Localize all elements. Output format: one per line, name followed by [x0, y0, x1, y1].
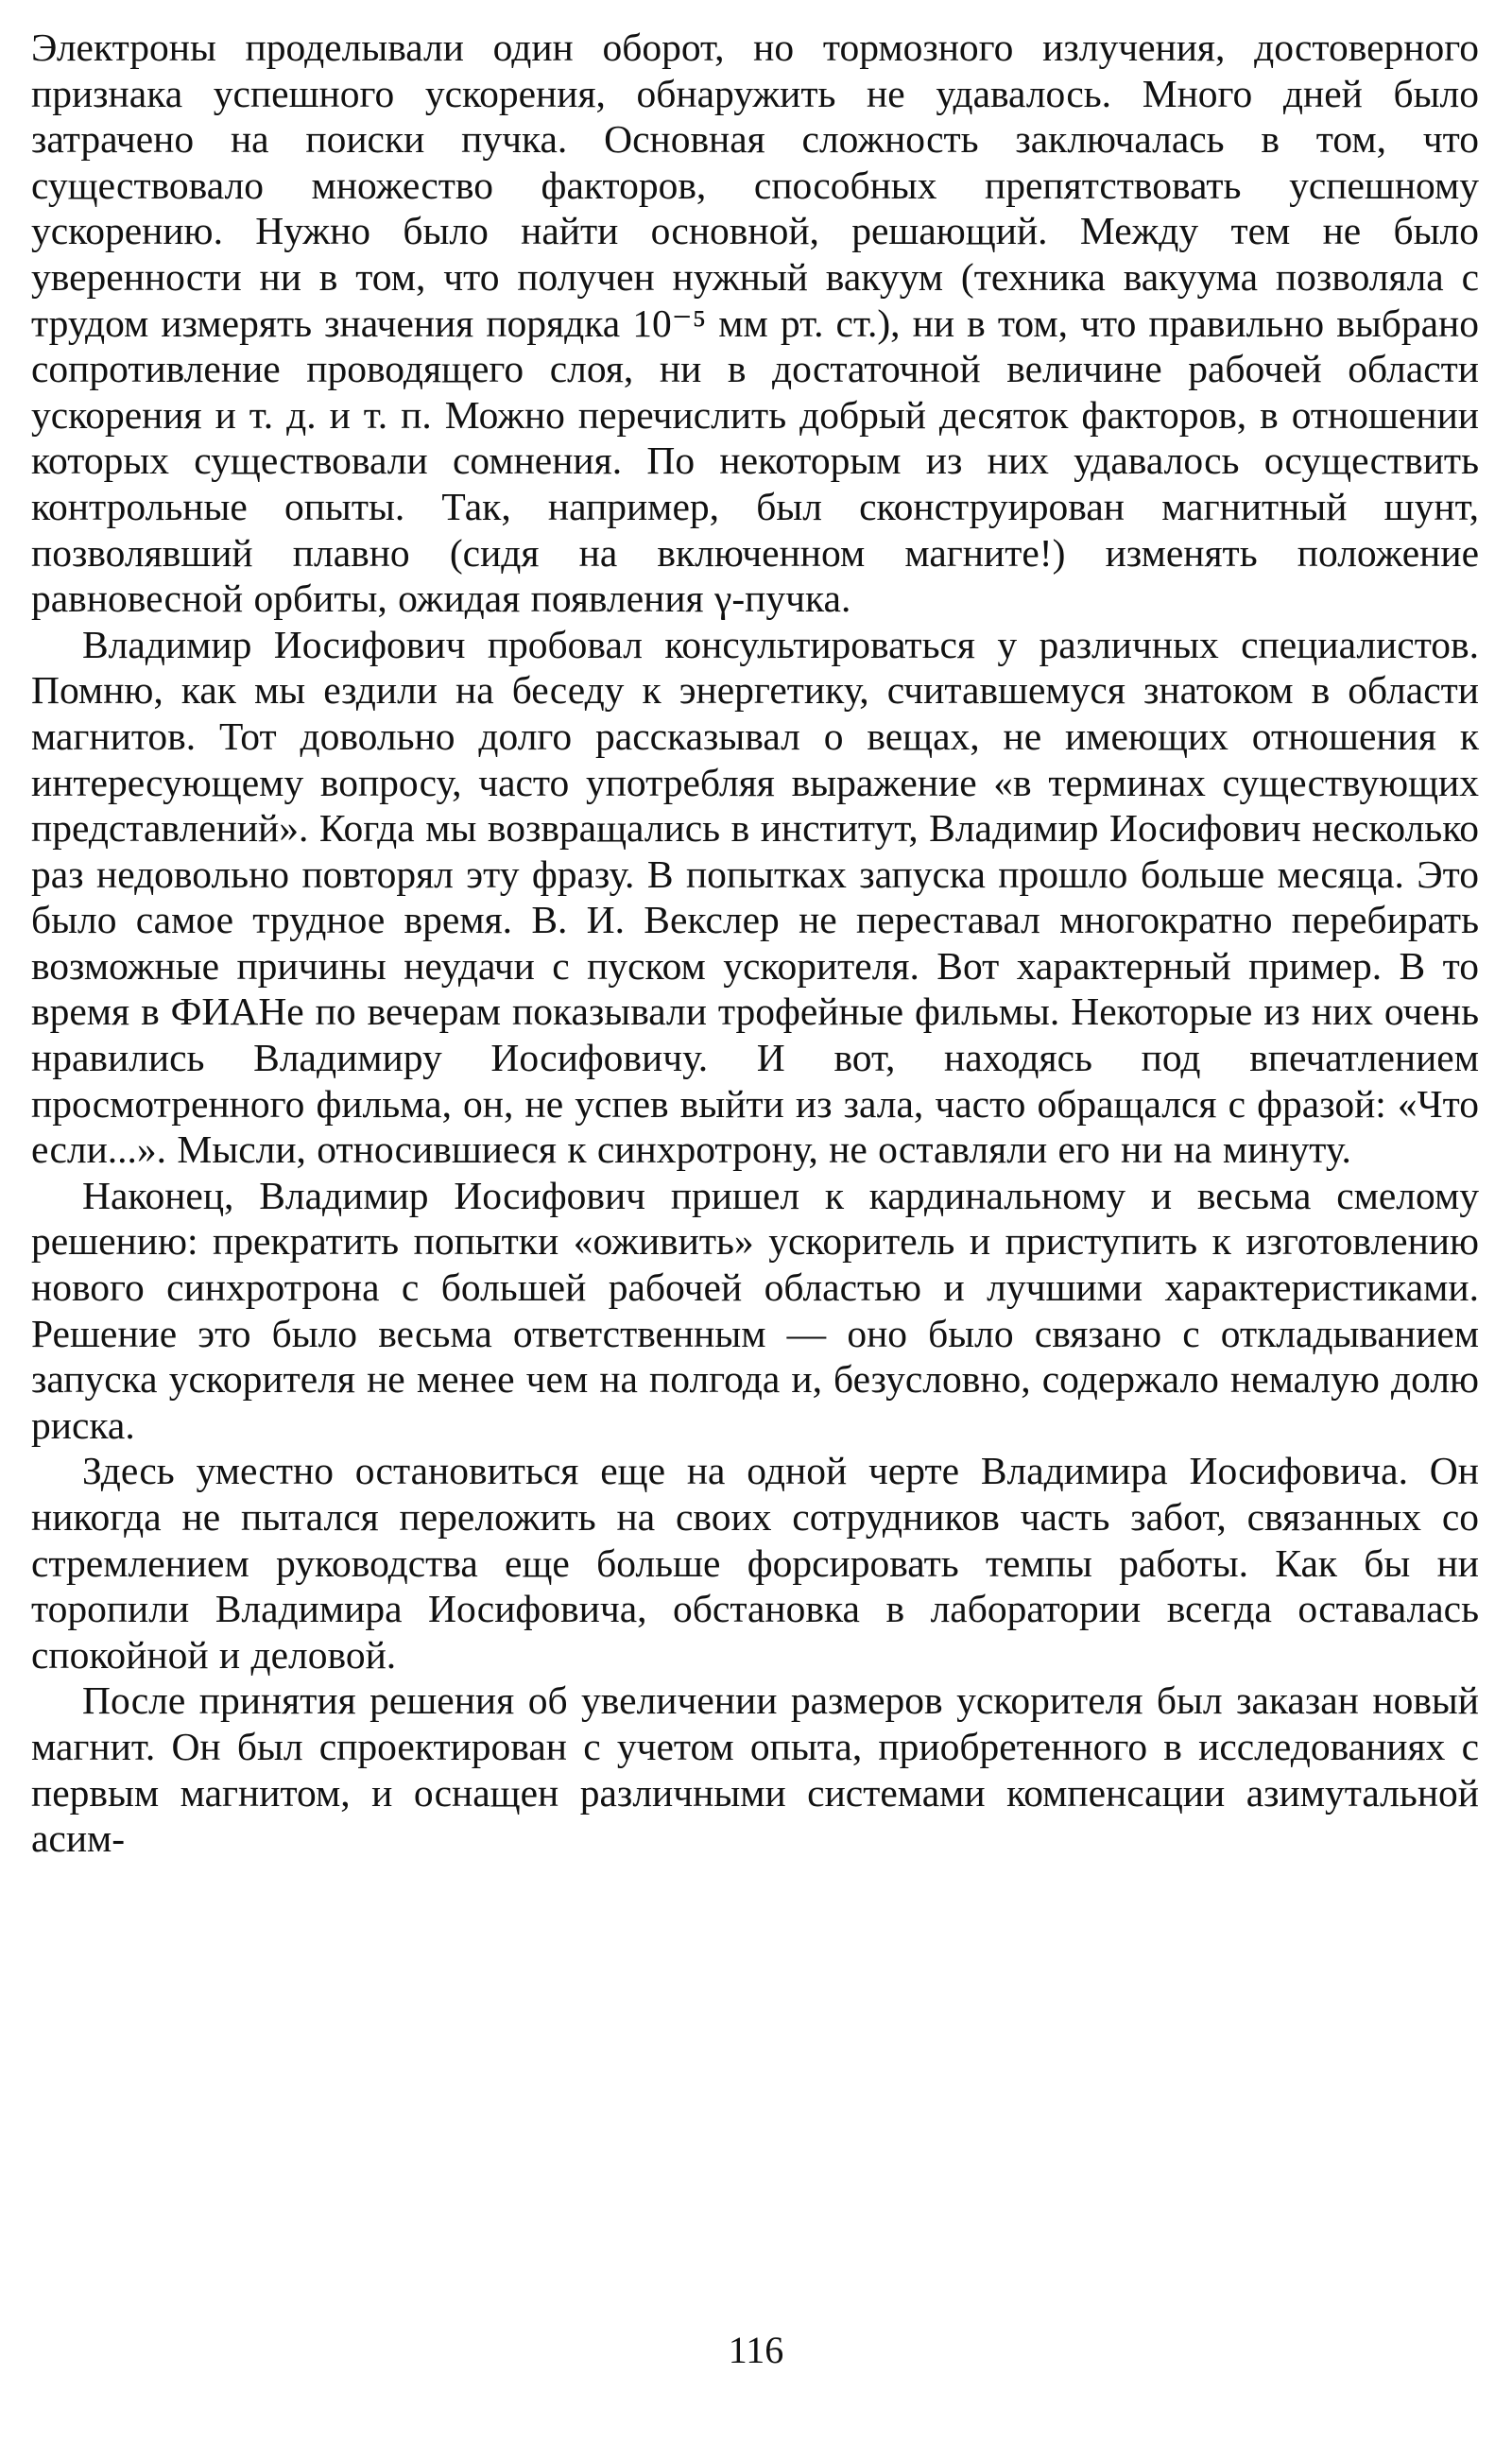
paragraph-5: После принятия решения об увеличении размеров ускорителя был заказан новый магнит. Он был спроектирован с учетом опыта, приобретенного в исследованиях с первым магнитом, и оснащен различными системами компенсации азимутальной асим- [31, 1678, 1479, 1861]
paragraph-1: Электроны проделывали один оборот, но тормозного излучения, достоверного признака успешного ускорения, обнаружить не удавалось. Много дней было затрачено на поиски пучка. Основная сложность заключалась в том, что существовало множество факторов, способных препятствовать успешному ускорению. Нужно было найти основной, решающий. Между тем не было уверенности ни в том, что получен нужный вакуум (техника вакуума позволяла с трудом измерять значения порядка 10⁻⁵ мм рт. ст.), ни в том, что правильно выбрано сопротивление проводящего слоя, ни в достаточной величине рабочей области ускорения и т. д. и т. п. Можно перечислить добрый десяток факторов, в отношении которых существовали сомнения. По некоторым из них удавалось осуществить контрольные опыты. Так, например, был сконструирован магнитный шунт, позволявший плавно (сидя на включенном магните!) изменять положение равновесной орбиты, ожидая появления γ-пучка. [31, 26, 1479, 621]
page-body [31, 25, 1479, 1862]
paragraph-3: Наконец, Владимир Иосифович пришел к кардинальному и весьма смелому решению: прекратить попытки «оживить» ускоритель и приступить к изготовлению нового синхротрона с большей рабочей областью и лучшими характеристиками. Решение это было весьма ответственным — оно было связано с откладыванием запуска ускорителя не менее чем на полгода и, безусловно, содержало немалую долю риска. [31, 1173, 1479, 1447]
paragraph-4: Здесь уместно остановиться еще на одной черте Владимира Иосифовича. Он никогда не пытался переложить на своих сотрудников часть забот, связанных со стремлением руководства еще больше форсировать темпы работы. Как бы ни торопили Владимира Иосифовича, обстановка в лаборатории всегда оставалась спокойной и деловой. [31, 1449, 1479, 1677]
page-number: 116 [728, 2329, 784, 2371]
paragraph-2: Владимир Иосифович пробовал консультироваться у различных специалистов. Помню, как мы ездили на беседу к энергетику, считавшемуся знатоком в области магнитов. Тот довольно долго рассказывал о вещах, не имеющих отношения к интересующему вопросу, часто употребляя выражение «в терминах существующих представлений». Когда мы возвращались в институт, Владимир Иосифович несколько раз недовольно повторял эту фразу. В попытках запуска прошло больше месяца. Это было самое трудное время. В. И. Векслер не переставал многократно перебирать возможные причины неудачи с пуском ускорителя. Вот характерный пример. В то время в ФИАНе по вечерам показывали трофейные фильмы. Некоторые из них очень нравились Владимиру Иосифовичу. И вот, находясь под впечатлением просмотренного фильма, он, не успев выйти из зала, часто обращался с фразой: «Что если...». Мысли, относившиеся к синхротрону, не оставляли его ни на минуту. [31, 622, 1479, 1172]
